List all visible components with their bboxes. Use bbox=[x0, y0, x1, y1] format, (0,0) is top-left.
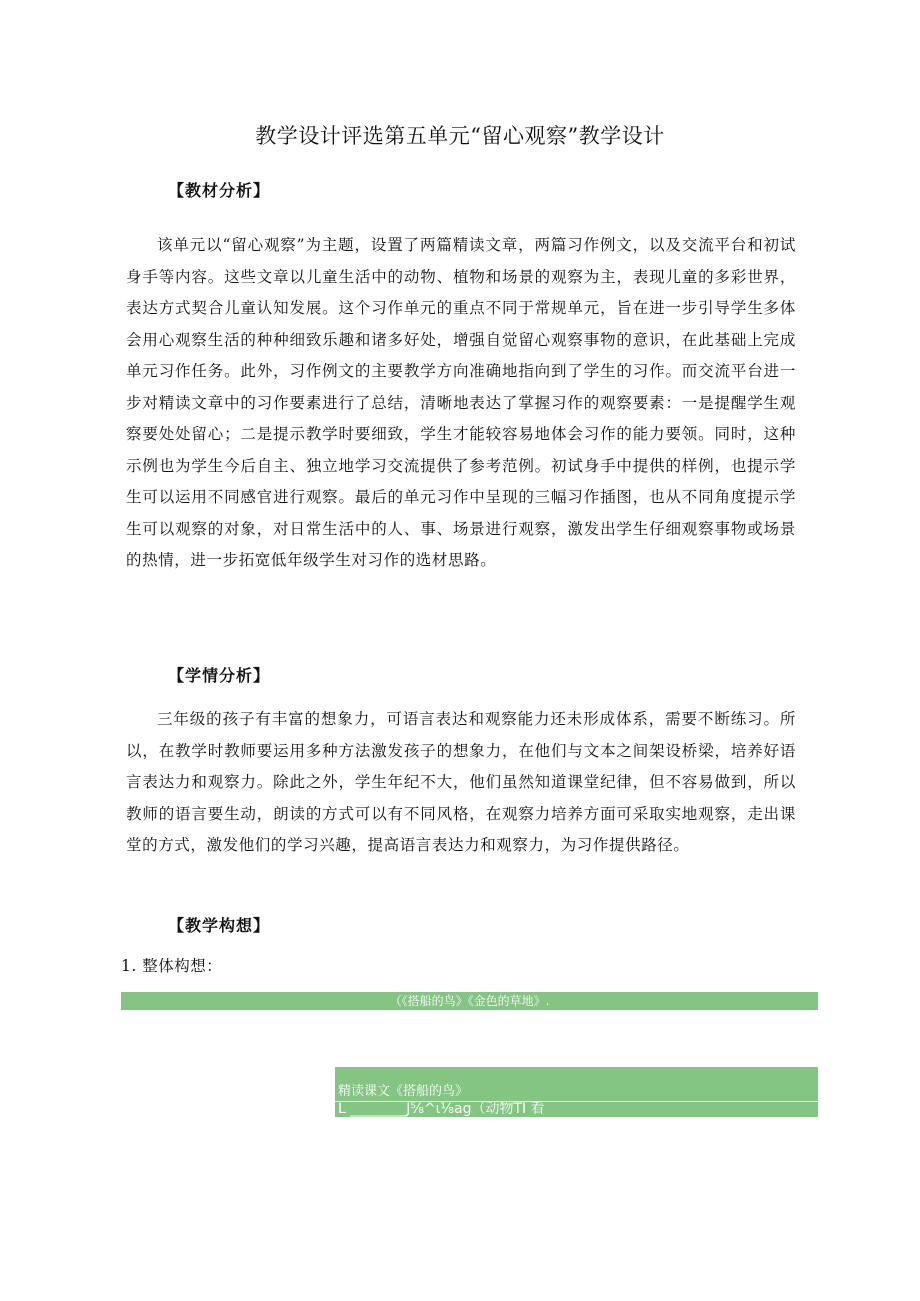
student-analysis-text: 三年级的孩子有丰富的想象力，可语言表达和观察能力还未形成体系，需要不断练习。所以，在教学时教师要运用多种方法激发孩子的想象力，在他们与文本之间架设桥梁，培养好语言表达力和观察力。除此之外，学生年纪不大，他们虽然知道课堂纪律，但不容易做到，所以教师的语言要生动，朗读的方式可以有不同风格，在观察力培养方面可采取实地观察，走出课堂的方式，激发他们的学习兴趣，提高语言表达力和观察力，为习作提供路径。 bbox=[126, 710, 796, 854]
diagram-reading-box bbox=[335, 1067, 818, 1117]
page-title: 教学设计评选第五单元“留心观察”教学设计 bbox=[255, 124, 665, 148]
overall-concept-item: 1. 整体构想： bbox=[121, 957, 223, 975]
diagram-box-line1: 精读课文《搭船的鸟》 bbox=[338, 1084, 469, 1099]
textbook-analysis-text: 该单元以“留心观察”为主题，设置了两篇精读文章，两篇习作例文，以及交流平台和初试身手等内容。这些文章以儿童生活中的动物、植物和场景的观察为主，表现儿童的多彩世界，表达方式契合儿童认知发展。这个习作单元的重点不同于常规单元，旨在进一步引导学生多体会用心观察生活的种种细致乐趣和诸多好处，增强自觉留心观察事物的意识，在此基础上完成单元习作任务。此外，习作例文的主要教学方向准确地指向到了学生的习作。而交流平台进一步对精读文章中的习作要素进行了总结，清晰地表达了掌握习作的观察要素：一是提醒学生观察要处处留心；二是提示教学时要细致，学生才能较容易地体会习作的能力要领。同时，这种示例也为学生今后自主、独立地学习交流提供了参考范例。初试身手中提供的样例，也提示学生可以运用不同感官进行观察。最后的单元习作中呈现的三幅习作插图，也从不同角度提示学生可以观察的对象，对日常生活中的人、事、场景进行观察，激发出学生仔细观察事物或场景的热情，进一步拓宽低年级学生对习作的选材思路。 bbox=[126, 236, 796, 569]
section-heading-concept: 【教学构想】 bbox=[168, 916, 271, 935]
student-analysis-paragraph bbox=[126, 704, 796, 862]
section-heading-students: 【学情分析】 bbox=[168, 666, 271, 685]
diagram-box-line2: L ________J⅝^ι⅛ag（动物TI 看 bbox=[338, 1101, 545, 1117]
diagram-top-bar: （《搭船的鸟》《金色的草地》. bbox=[121, 992, 818, 1010]
section-heading-textbook: 【教材分析】 bbox=[168, 181, 271, 200]
textbook-analysis-paragraph bbox=[126, 230, 796, 577]
